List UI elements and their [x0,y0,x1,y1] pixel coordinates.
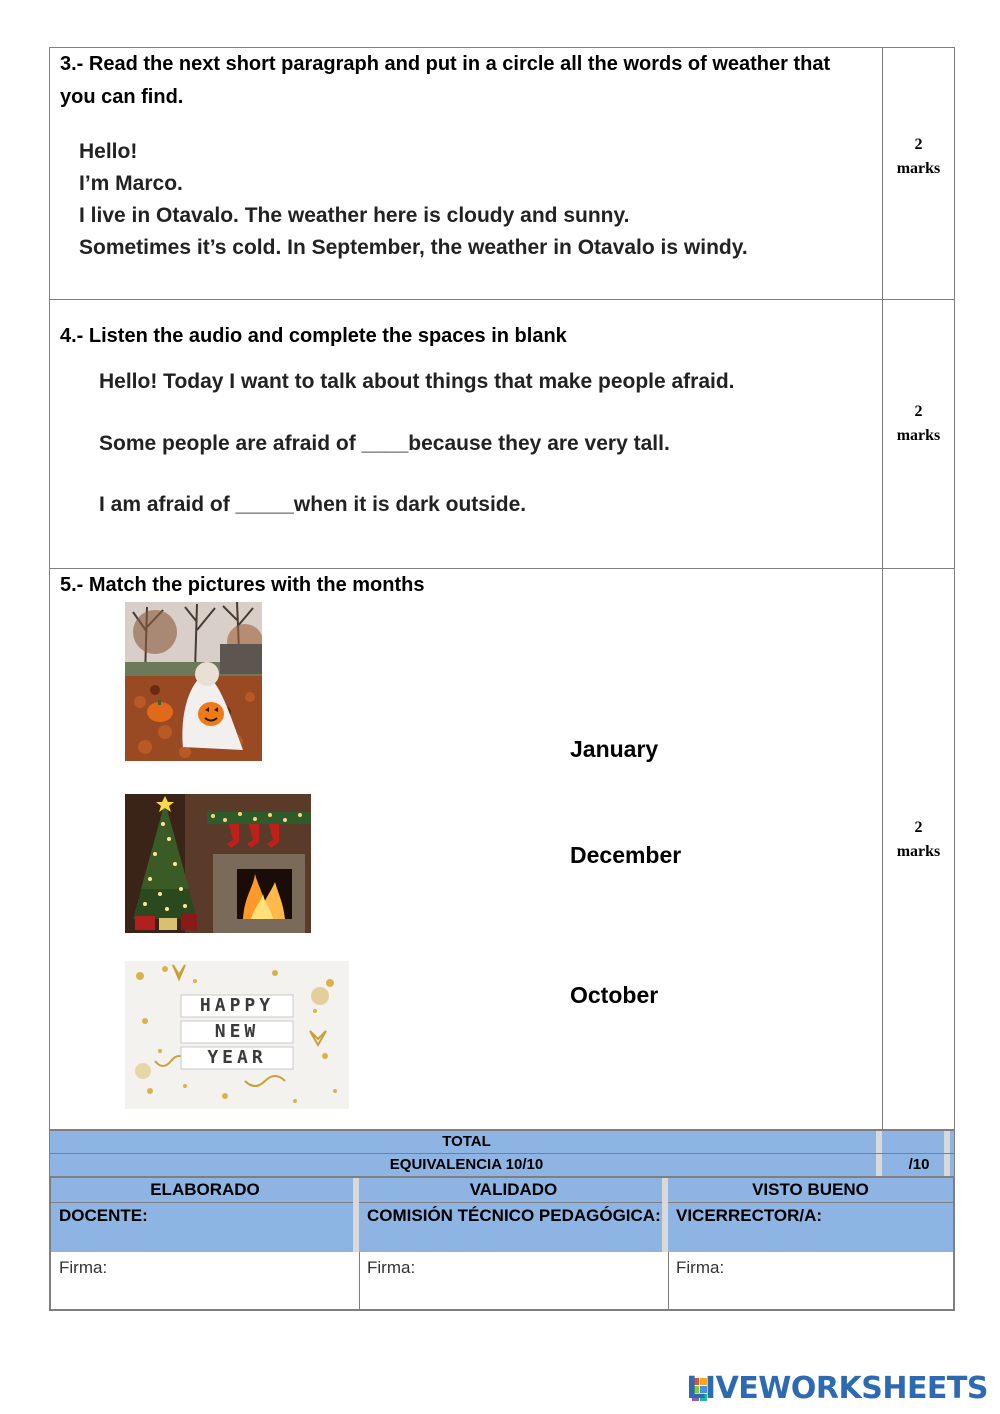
question-4-marks: 2 marks [896,403,941,444]
question-3-title: 3.- Read the next short paragraph and put in a circle all the words of weather that you can find. [60,53,831,108]
score-value: /10 [908,1156,930,1173]
liveworksheets-brand[interactable]: LIVEWORKSHEETS [686,1371,988,1406]
column-header: VISTO BUENO [752,1180,869,1199]
question-4-paragraph [99,300,859,560]
role-label: DOCENTE: [59,1206,148,1225]
equivalencia-label: EQUIVALENCIA 10/10 [389,1156,544,1173]
signature-col-validado [359,1178,668,1309]
month-december[interactable]: December [570,842,682,868]
halloween-picture[interactable] [125,602,262,761]
question-5-title: 5.- Match the pictures with the months [60,574,425,596]
question-4-title: 4.- Listen the audio and complete the spaces in blank [60,325,567,347]
question-5-marks: 2 marks [896,819,941,860]
role-label: VICERRECTOR/A: [676,1206,823,1225]
signature-table [49,1176,955,1311]
fill-blank-line: Some people are afraid of ____because they are very tall. [99,432,670,455]
signature-col-visto-bueno [668,1178,953,1309]
paragraph-line: I’m Marco. [79,172,183,195]
new-year-picture[interactable] [125,961,349,1109]
total-bar [49,1130,955,1154]
signature-field[interactable]: Firma: [59,1258,108,1277]
signature-field[interactable]: Firma: [367,1258,416,1277]
month-october[interactable]: October [570,982,659,1008]
questions-table [49,47,955,1130]
paragraph-line: Hello! [79,140,138,163]
paragraph-line: Sometimes it’s cold. In September, the weather in Otavalo is windy. [79,236,748,259]
signature-field[interactable]: Firma: [676,1258,725,1277]
question-3-paragraph [79,136,748,264]
question-3-row [50,48,954,300]
column-header: ELABORADO [150,1180,260,1199]
christmas-picture[interactable] [125,794,311,933]
new-year-sign-text: HAPPY NEW YEAR [199,995,275,1068]
column-header: VALIDADO [469,1180,558,1199]
total-label: TOTAL [442,1133,491,1150]
month-january[interactable]: January [570,736,659,762]
signature-col-elaborado [51,1178,359,1309]
question-4-row [50,300,954,569]
paragraph-line: I live in Otavalo. The weather here is cloudy and sunny. [79,204,630,227]
question-5-row [50,569,954,1130]
paragraph-line: Hello! Today I want to talk about things that make people afraid. [99,370,735,393]
equivalencia-bar [49,1153,955,1177]
role-label: COMISIÓN TÉCNICO PEDAGÓGICA: [367,1206,661,1225]
fill-blank-line: I am afraid of _____when it is dark outside. [99,493,527,516]
question-3-marks: 2 marks [896,136,941,177]
